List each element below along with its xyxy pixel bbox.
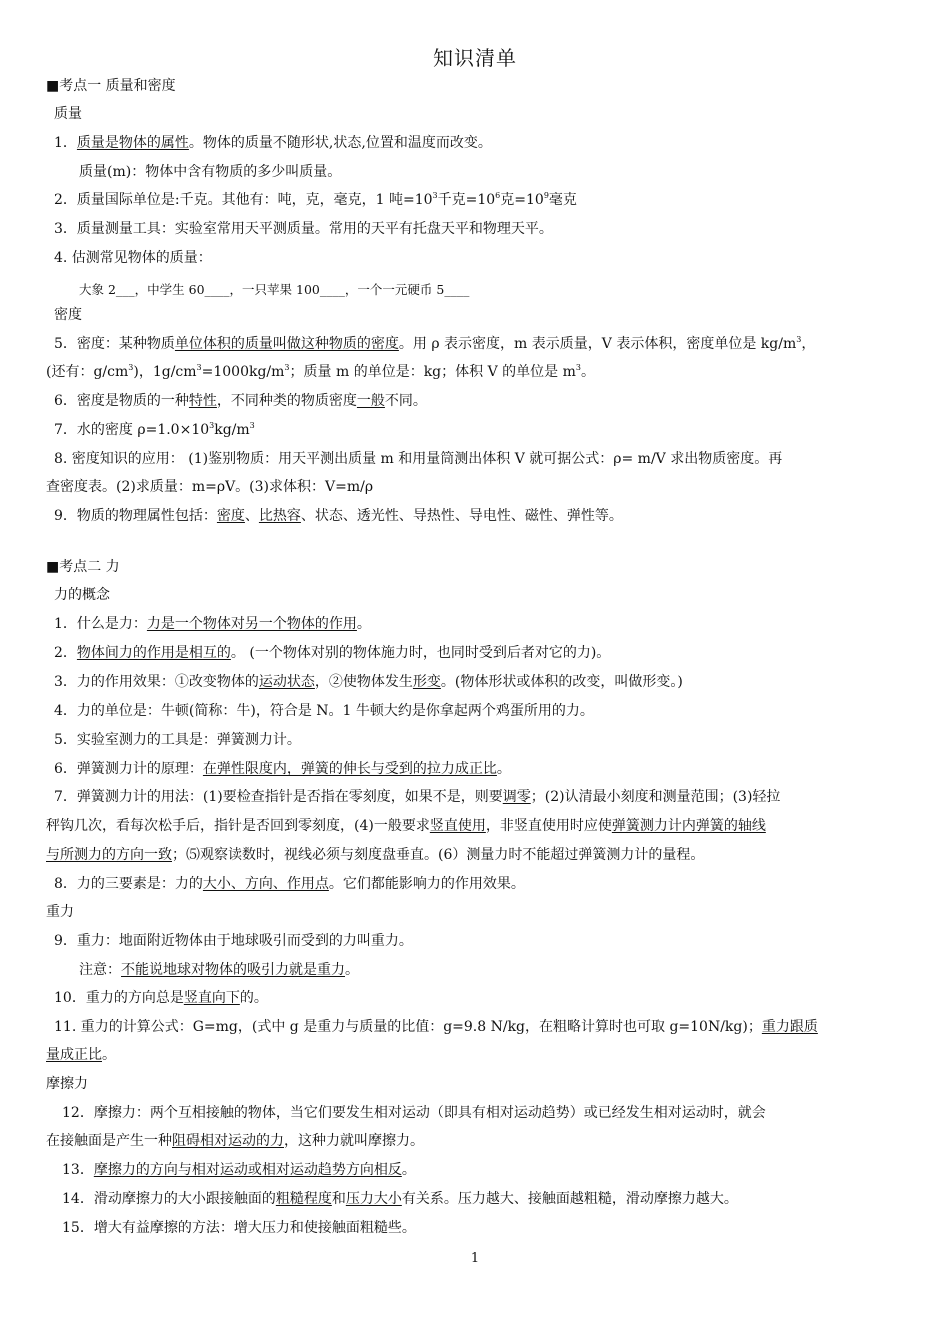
section-heading-force: ■考点二 力 — [46, 559, 120, 575]
item-7: 7．水的密度 $\rho=1.0\times 10^3kg/m^3$ — [54, 421, 255, 438]
subheading-force-concept: 力的概念 — [54, 587, 110, 603]
item-8-cont: 查密度表。(2)求质量：m=ρV。(3)求体积：V=m/ρ — [46, 479, 374, 495]
item-9: 9．物质的物理属性包括：密度、比热容、状态、透光性、导热性、导电性、磁性、弹性等。 — [54, 508, 623, 524]
gravity-item-9-note: 注意：不能说地球对物体的吸引力就是重力。 — [79, 962, 359, 978]
page-number: 1 — [470, 1251, 480, 1266]
item-1-key: 质量是物体的属性 — [76, 135, 189, 151]
item-4-estimates: 大象 2___，中学生 60____，一只苹果 100____，一个一元硬币 5____ — [79, 282, 470, 297]
force-item-1: 1．什么是力：力是一个物体对另一个物体的作用。 — [54, 616, 371, 632]
gravity-item-9: 9．重力：地面附近物体由于地球吸引而受到的力叫重力。 — [54, 933, 413, 949]
force-item-5: 5．实验室测力的工具是：弹簧测力计。 — [54, 732, 301, 748]
subheading-gravity: 重力 — [46, 904, 74, 920]
item-1-text: 。物体的质量不随形状,状态,位置和温度而改变。 — [188, 135, 492, 151]
item-5-key: 单位体积的质量叫做这种物质的密度 — [174, 336, 399, 352]
item-1-number: 1． — [54, 135, 77, 151]
friction-item-15: 15．增大有益摩擦的方法：增大压力和使接触面粗糙些。 — [62, 1220, 416, 1236]
force-item-3: 3．力的作用效果：①改变物体的运动状态，②使物体发生形变。(物体形状或体积的改变，叫做形变。) — [54, 674, 683, 690]
item-1 — [54, 133, 916, 153]
item-3: 3．质量测量工具：实验室常用天平测质量。常用的天平有托盘天平和物理天平。 — [54, 221, 553, 237]
subheading-friction: 摩擦力 — [46, 1076, 88, 1092]
item-2: 2．质量国际单位是:千克。其他有：吨，克，毫克，1 吨$=10^3$千克$=10^6$克$=10^9$毫克 — [54, 191, 577, 208]
force-item-7-cont2: 与所测力的方向一致；⑸观察读数时，视线必须与刻度盘垂直。(6）测量力时不能超过弹簧测力计的量程。 — [46, 847, 705, 863]
subheading-mass: 质量 — [54, 106, 82, 122]
item-5-cont: (还有：$g/cm^3$)，$1g/cm^3=1000kg/m^3$；质量 m 的单位是：kg；体积 V 的单位是 $m^3$。 — [46, 363, 595, 380]
gravity-item-11-cont: 量成正比。 — [46, 1047, 116, 1063]
gravity-item-11: 11. 重力的计算公式：G=mg，(式中 g 是重力与质量的比值：g=9.8 N/kg，在粗略计算时也可取 g=10N/kg)；重力跟质 — [54, 1019, 818, 1035]
friction-item-14: 14．滑动摩擦力的大小跟接触面的粗糙程度和压力大小有关系。压力越大、接触面越粗糙，滑动摩擦力越大。 — [62, 1191, 738, 1207]
section-heading-mass-density: ■考点一 质量和密度 — [46, 78, 176, 94]
subheading-density: 密度 — [54, 307, 82, 323]
force-item-4: 4．力的单位是：牛顿(简称：牛)，符合是 N。1 牛顿大约是你拿起两个鸡蛋所用的力。 — [54, 703, 594, 719]
item-8: 8. 密度知识的应用： (1)鉴别物质：用天平测出质量 m 和用量筒测出体积 V 就可据公式：ρ= m/V 求出物质密度。再 — [54, 451, 783, 467]
force-item-7: 7．弹簧测力计的用法：(1)要检查指针是否指在零刻度，如果不是，则要调零；(2)认清最小刻度和测量范围；(3)轻拉 — [54, 789, 781, 805]
item-4: 4. 估测常见物体的质量： — [54, 250, 212, 266]
friction-item-13: 13．摩擦力的方向与相对运动或相对运动趋势方向相反。 — [62, 1162, 416, 1178]
force-item-2: 2．物体间力的作用是相互的。 (一个物体对别的物体施力时，也同时受到后者对它的力)。 — [54, 645, 611, 661]
item-5: 5．密度：某种物质单位体积的质量叫做这种物质的密度。用 ρ 表示密度，m 表示质量，V 表示体积，密度单位是 $kg/m^3$， — [54, 335, 816, 352]
gravity-item-10: 10．重力的方向总是竖直向下的。 — [54, 990, 268, 1006]
page-title: 知识清单 — [433, 46, 517, 70]
force-item-8: 8．力的三要素是：力的大小、方向、作用点。它们都能影响力的作用效果。 — [54, 876, 525, 892]
force-item-7-cont: 秤钩几次，看每次松手后，指针是否回到零刻度，(4)一般要求竖直使用，非竖直使用时应使弹簧测力计内弹簧的轴线 — [46, 818, 766, 834]
friction-item-12-cont: 在接触面是产生一种阻碍相对运动的力，这种力就叫摩擦力。 — [46, 1133, 424, 1149]
friction-item-12: 12．摩擦力：两个互相接触的物体，当它们要发生相对运动（即具有相对运动趋势）或已经发生相对运动时，就会 — [62, 1105, 766, 1121]
force-item-6: 6．弹簧测力计的原理：在弹性限度内，弹簧的伸长与受到的拉力成正比。 — [54, 761, 511, 777]
item-6: 6．密度是物质的一种特性，不同种类的物质密度一般不同。 — [54, 393, 427, 409]
item-1-definition: 质量(m)：物体中含有物质的多少叫质量。 — [79, 164, 342, 180]
